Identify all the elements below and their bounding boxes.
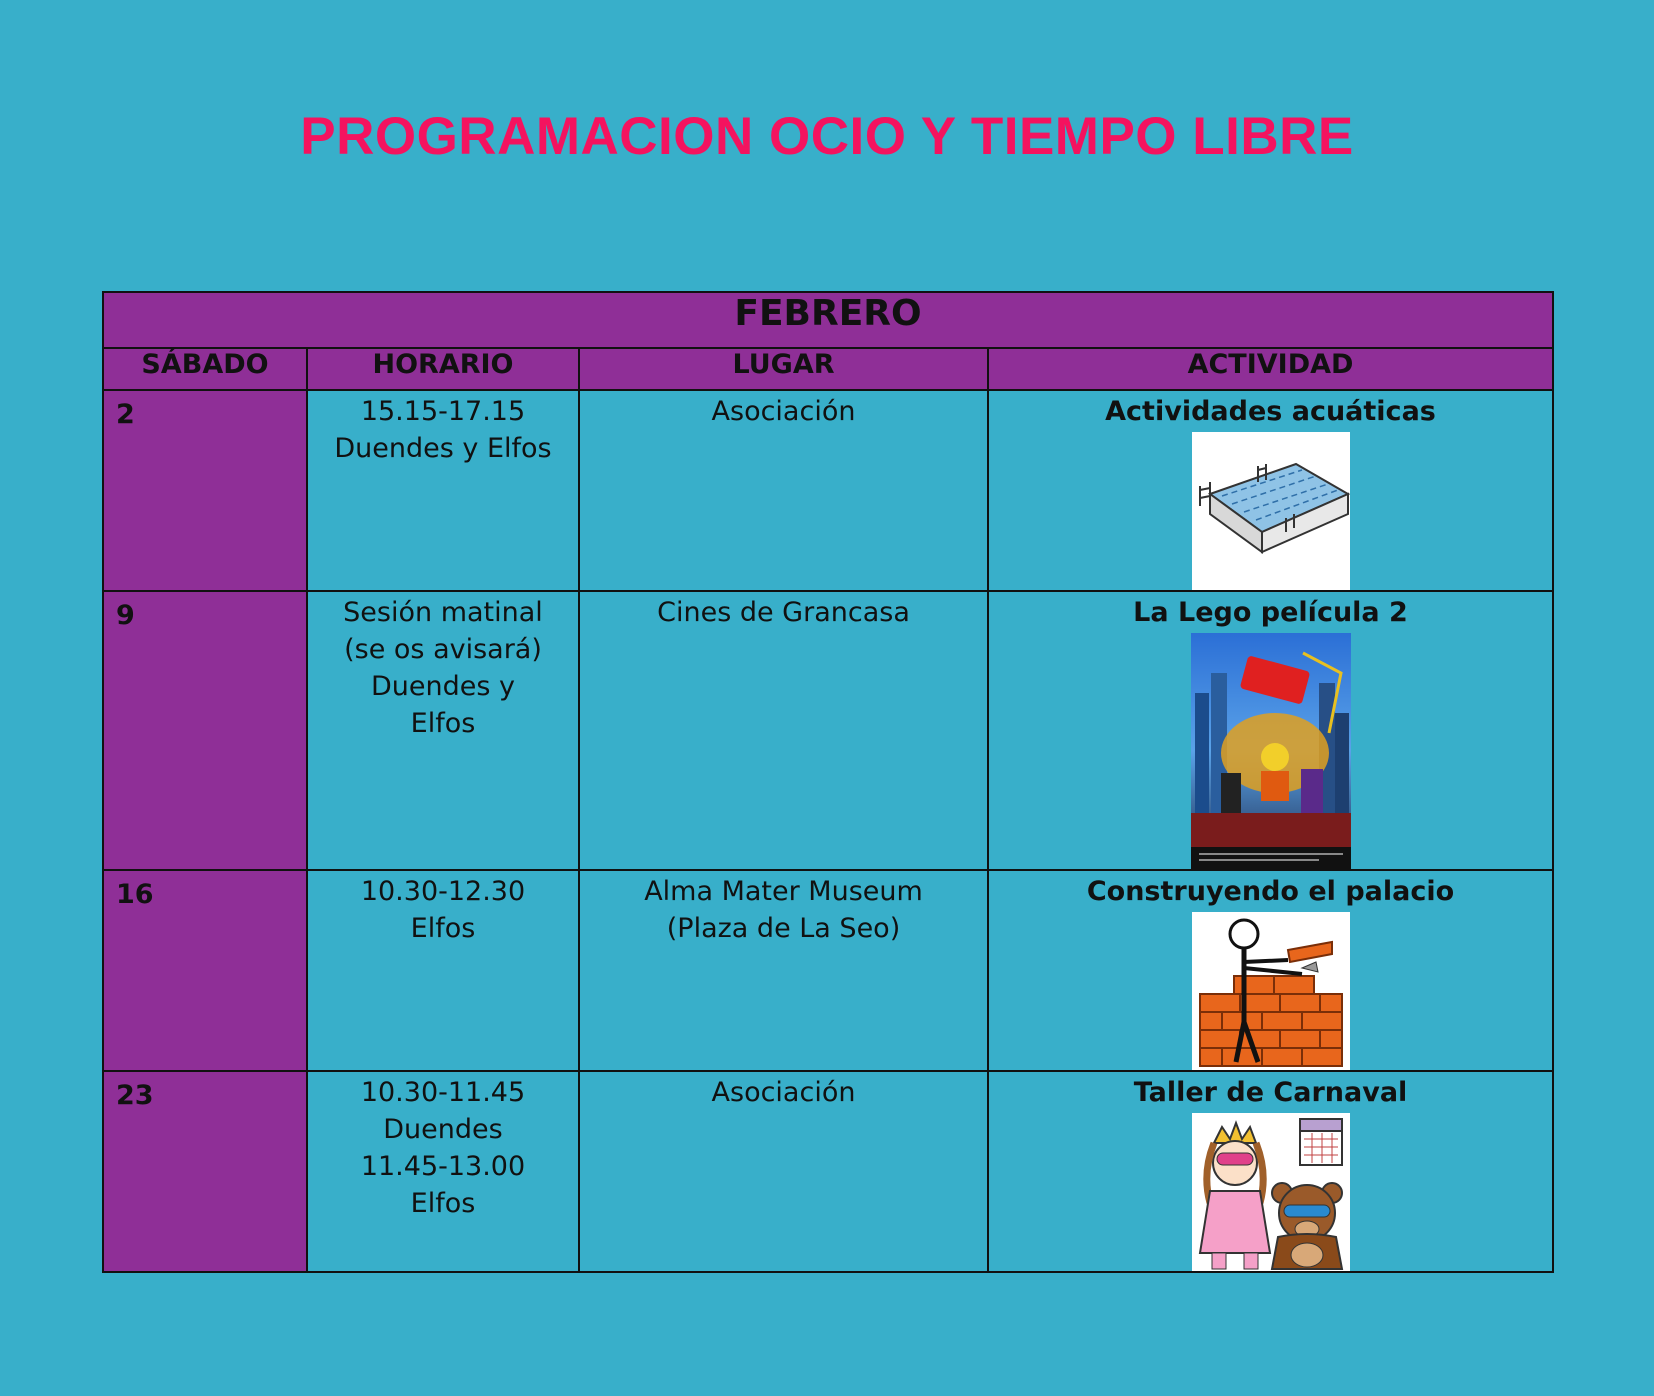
horario-line: 10.30-12.30 <box>360 876 526 907</box>
actividad-cell <box>988 1071 1553 1272</box>
table-row <box>103 870 1553 1071</box>
actividad-cell <box>988 870 1553 1071</box>
lugar-cell <box>579 870 988 1071</box>
activity-title: Construyendo el palacio <box>1086 876 1455 907</box>
day-cell: 23 <box>103 1071 307 1272</box>
lego-movie-poster <box>1191 633 1351 869</box>
lugar-line: (Plaza de La Seo) <box>666 913 901 944</box>
activity-title: Taller de Carnaval <box>1133 1077 1408 1108</box>
lugar-line: Asociación <box>711 396 856 427</box>
lugar-line: Alma Mater Museum <box>644 876 923 907</box>
horario-line: Duendes y Elfos <box>334 433 552 464</box>
horario-cell <box>307 870 579 1071</box>
horario-line: Elfos <box>410 708 476 739</box>
lugar-line: Asociación <box>711 1077 856 1108</box>
actividad-cell <box>988 390 1553 591</box>
carnival-costume-icon <box>1192 1113 1350 1271</box>
horario-line: Elfos <box>410 1188 476 1219</box>
horario-line: (se os avisará) <box>344 634 542 665</box>
horario-line: 15.15-17.15 <box>360 396 526 427</box>
horario-line: Elfos <box>410 913 476 944</box>
month-header: FEBRERO <box>103 292 1553 348</box>
horario-line: Duendes y <box>370 671 515 702</box>
actividad-cell <box>988 591 1553 870</box>
day-cell: 2 <box>103 390 307 591</box>
column-header-sabado: SÁBADO <box>103 348 307 390</box>
swimming-pool-icon <box>1192 432 1350 590</box>
horario-line: 10.30-11.45 <box>360 1077 526 1108</box>
horario-cell <box>307 591 579 870</box>
horario-line: 11.45-13.00 <box>360 1151 526 1182</box>
column-header-horario: HORARIO <box>307 348 579 390</box>
lugar-cell <box>579 1071 988 1272</box>
column-header-lugar: LUGAR <box>579 348 988 390</box>
day-cell: 16 <box>103 870 307 1071</box>
activity-title: Actividades acuáticas <box>1105 396 1436 427</box>
bricklayer-icon <box>1192 912 1350 1070</box>
horario-cell <box>307 390 579 591</box>
activity-title: La Lego película 2 <box>1133 597 1408 628</box>
horario-line: Duendes <box>383 1114 503 1145</box>
lugar-cell <box>579 390 988 591</box>
schedule-table <box>102 291 1554 1273</box>
table-row <box>103 390 1553 591</box>
lugar-cell <box>579 591 988 870</box>
lugar-line: Cines de Grancasa <box>657 597 910 628</box>
page-title: PROGRAMACION OCIO Y TIEMPO LIBRE <box>300 107 1354 166</box>
table-row <box>103 591 1553 870</box>
horario-cell <box>307 1071 579 1272</box>
column-header-actividad: ACTIVIDAD <box>988 348 1553 390</box>
table-row <box>103 1071 1553 1272</box>
day-cell: 9 <box>103 591 307 870</box>
horario-line: Sesión matinal <box>343 597 543 628</box>
